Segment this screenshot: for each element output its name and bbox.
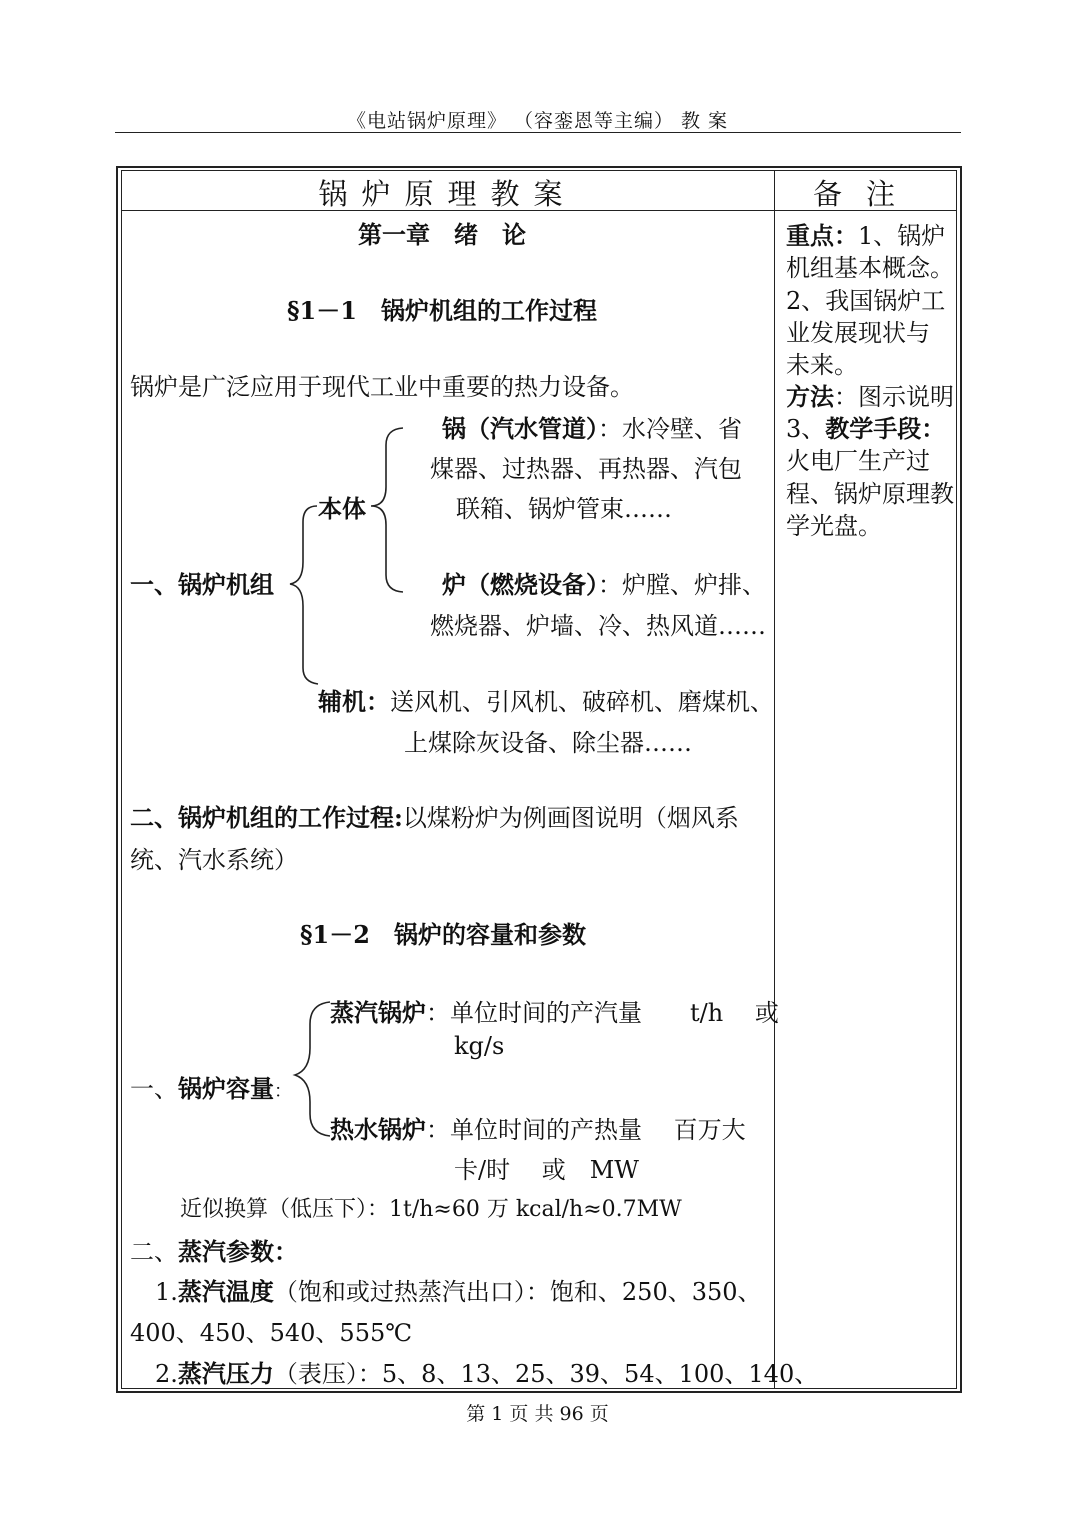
column-divider — [774, 170, 775, 1389]
steam-boiler-text-1: ：单位时间的产汽量 t/h 或 — [426, 999, 779, 1027]
note-key-points-text: 1、锅炉 — [858, 222, 946, 250]
lu-text-2: 燃烧器、炉墙、冷、热风道…… — [430, 612, 766, 640]
note-line-2: 机组基本概念。 — [786, 254, 954, 282]
work-process-text-2: 统、汽水系统） — [130, 846, 298, 874]
fuji-text-2: 上煤除灰设备、除尘器…… — [404, 729, 692, 757]
hot-water-boiler-text-1: ：单位时间的产热量 百万大 — [426, 1116, 746, 1144]
boiler-unit-label: 一、锅炉机组 — [130, 570, 274, 599]
capacity-prefix: 一、 — [130, 1075, 178, 1103]
approx-conversion: 近似换算（低压下）：1t/h≈60 万 kcal/h≈0.7MW — [180, 1197, 682, 1222]
steam-temperature-text: （饱和或过热蒸汽出口）：饱和、250、350、 — [273, 1278, 762, 1306]
work-process-text-1: 以煤粉炉为例画图说明（烟风系 — [402, 804, 739, 832]
capacity-suffix: ： — [274, 1081, 292, 1102]
note-line-10: 学光盘。 — [786, 512, 882, 540]
section-1-1-title: §1－1 锅炉机组的工作过程 — [287, 296, 597, 325]
param-2-number: 2. — [155, 1360, 178, 1388]
note-line-8: 火电厂生产过 — [786, 447, 930, 475]
guo-label: 锅（汽水管道） — [442, 414, 598, 443]
note-method-label: 方法 — [786, 382, 834, 411]
section-1-2-title: §1－2 锅炉的容量和参数 — [300, 920, 586, 949]
page-header: 《电站锅炉原理》 （容銮恩等主编） 教 案 — [346, 110, 729, 132]
note-key-points-label: 重点： — [786, 221, 858, 250]
benti-label: 本体 — [318, 494, 366, 523]
fuji-label: 辅机： — [318, 687, 390, 716]
steam-pressure-text: （表压）：5、8、13、25、39、54、100、140、 — [273, 1360, 819, 1388]
table-title: 锅炉原理教案 — [318, 177, 577, 211]
notes-title: 备注 — [812, 177, 919, 211]
steam-temperature-values: 400、450、540、555℃ — [130, 1319, 413, 1347]
chapter-title: 第一章 绪 论 — [358, 220, 526, 249]
steam-params-prefix: 二、 — [130, 1238, 178, 1266]
header-rule — [115, 132, 961, 133]
guo-text-3: 联箱、锅炉管束…… — [456, 495, 672, 523]
hot-water-boiler-label: 热水锅炉 — [330, 1115, 426, 1144]
guo-text-2: 煤器、过热器、再热器、汽包 — [430, 455, 742, 483]
note-line-5: 未来。 — [786, 351, 858, 379]
note-3-number: 3、 — [786, 415, 826, 443]
note-line-3: 2、我国锅炉工 — [786, 287, 946, 315]
intro-text: 锅炉是广泛应用于现代工业中重要的热力设备。 — [130, 373, 634, 401]
page-footer: 第 1 页 共 96 页 — [466, 1403, 609, 1425]
note-line-9: 程、锅炉原理教 — [786, 480, 954, 508]
steam-params-label: 蒸汽参数： — [178, 1237, 298, 1266]
steam-boiler-label: 蒸汽锅炉 — [330, 998, 426, 1027]
param-1-number: 1. — [155, 1278, 178, 1306]
note-method-text: ：图示说明 — [834, 383, 954, 411]
note-teaching-means-label: 教学手段： — [825, 414, 946, 443]
work-process-label: 二、锅炉机组的工作过程: — [130, 803, 403, 832]
steam-boiler-text-2: kg/s — [454, 1032, 505, 1060]
hot-water-boiler-text-2: 卡/时 或 MW — [454, 1156, 639, 1184]
note-line-4: 业发展现状与 — [786, 319, 930, 347]
steam-pressure-label: 蒸汽压力 — [177, 1359, 274, 1388]
lu-text-1: ：炉膛、炉排、 — [598, 571, 766, 599]
guo-text-1: ：水冷壁、省 — [598, 415, 742, 443]
steam-temperature-label: 蒸汽温度 — [177, 1277, 274, 1306]
lu-label: 炉（燃烧设备） — [442, 570, 598, 599]
fuji-text-1: 送风机、引风机、破碎机、磨煤机、 — [390, 688, 774, 716]
capacity-label: 锅炉容量 — [178, 1074, 274, 1103]
